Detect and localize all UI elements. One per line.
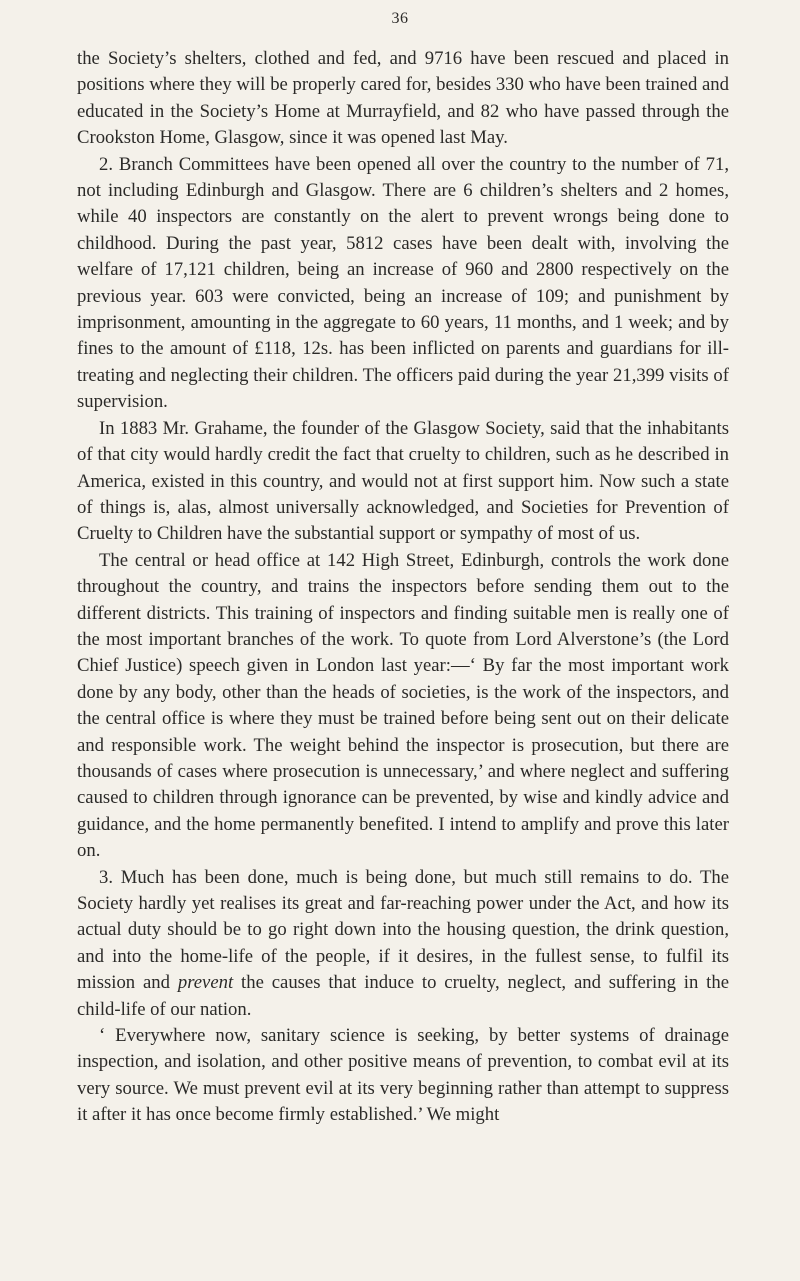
paragraph-text: the Society’s shelters, clothed and fed, and 9716 have been rescued and placed in positions where they will be properly cared for, besides 330 who have been trained and educated in the Society’s Home at Murrayfield, and 82 who have passed through the Crookston Home, Glasgow, since it was opened last May. bbox=[77, 48, 729, 149]
paragraph bbox=[77, 1023, 729, 1129]
paragraph-text: In 1883 Mr. Grahame, the founder of the Glasgow Society, said that the inhabitants of that city would hardly credit the fact that cruelty to children, such as he described in America, existed in this country, and would not at first support him. Now such a state of things is, alas, almost universally acknowledged, and Societies for Prevention of Cruelty to Children have the substantial support or sympathy of most of us. bbox=[77, 417, 729, 545]
paragraph-text: ‘ Everywhere now, sanitary science is seeking, by better systems of drainage inspection, and isolation, and other positive means of prevention, to combat evil at its very source. We must prevent evil at its very beginning rather than attempt to suppress it after it has once become firmly established.’ We might bbox=[77, 1025, 729, 1126]
paragraph bbox=[77, 548, 729, 865]
paragraph-text: the causes that induce to cruelty, neglect, and suffering in the child-life of our nation. bbox=[77, 972, 729, 1020]
page-number: 36 bbox=[391, 10, 409, 27]
paragraph-text: 2. Branch Committees have been opened all over the country to the number of 71, not including Edinburgh and Glasgow. There are 6 children’s shelters and 2 homes, while 40 inspectors are constantly on the alert to prevent wrongs being done to childhood. During the past year, 5812 cases have been dealt with, involving the welfare of 17,121 children, being an increase of 960 and 2800 respectively on the previous year. 603 were convicted, being an increase of 109; and punishment by imprisonment, amounting in the aggregate to 60 years, 11 months, and 1 week; and by fines to the amount of £118, 12s. has been inflicted on parents and guardians for ill-treating and neglecting their children. The officers paid during the year 21,399 visits of supervision. bbox=[77, 153, 729, 413]
body-text bbox=[77, 46, 729, 1129]
paragraph bbox=[77, 152, 729, 416]
paragraph bbox=[77, 865, 729, 1023]
paragraph bbox=[77, 416, 729, 548]
paragraph-text: The central or head office at 142 High Street, Edinburgh, controls the work done throughout the country, and trains the inspectors before sending them out to the different districts. This training of inspectors and finding suitable men is really one of the most important branches of the work. To quote from Lord Alverstone’s (the Lord Chief Justice) speech given in London last year:—‘ By far the most important work done by any body, other than the heads of societies, is the work of the inspectors, and the central office is where they must be trained before being sent out on their delicate and responsible work. The weight behind the inspector is prosecution, but there are thousands of cases where prosecution is unnecessary,’ and where neglect and suffering caused to children through ignorance can be prevented, by wise and kindly advice and guidance, and the home permanently benefited. I intend to amplify and prove this later on. bbox=[77, 549, 729, 862]
paragraph bbox=[77, 46, 729, 152]
emphasis-text: prevent bbox=[177, 972, 234, 994]
paragraph-text: 3. Much has been done, much is being done, but much still remains to do. The Society hardly yet realises its great and far-reaching power under the Act, and how its actual duty should be to go right down into the housing question, the drink question, and into the home-life of the people, if it desires, in the fullest sense, to fulfil its mission and bbox=[77, 866, 729, 994]
